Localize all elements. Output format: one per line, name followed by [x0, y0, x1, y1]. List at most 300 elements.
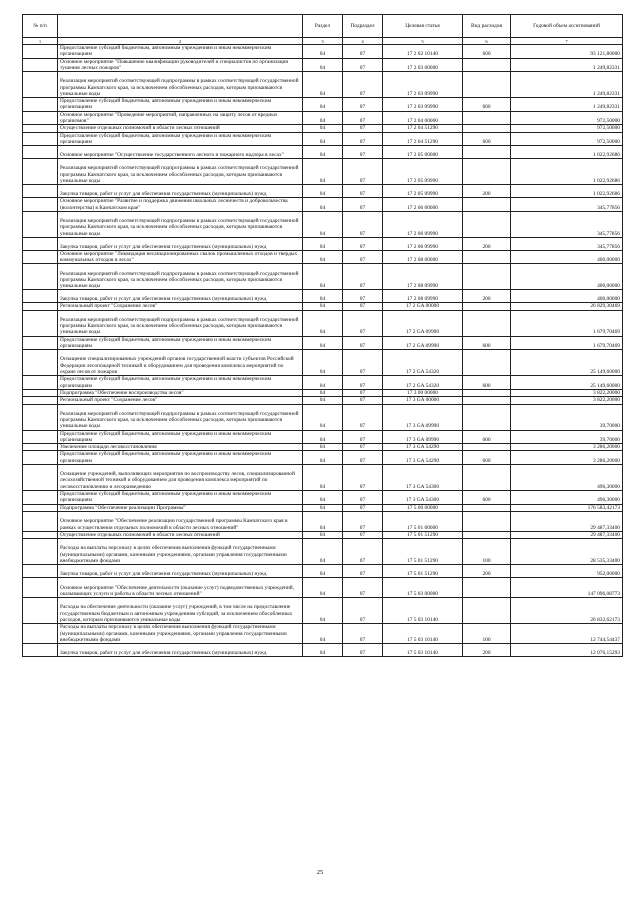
row-name-cell: Подпрограмма "Обеспечение воспроизводства лесов" — [58, 389, 303, 396]
budget-table-sheet — [22, 14, 622, 657]
row-amount-cell: 345,77856 — [511, 198, 623, 212]
row-exptype-cell — [463, 198, 511, 212]
row-index-cell — [23, 198, 58, 212]
table-row — [23, 376, 623, 390]
row-section-cell: 04 — [303, 185, 343, 198]
row-subsection-cell: 07 — [343, 376, 383, 390]
header-num: № п/п — [23, 15, 58, 38]
row-target-cell: 17 3 GA 09990 — [383, 404, 463, 430]
row-subsection-cell: 07 — [343, 504, 383, 511]
row-index-cell — [23, 644, 58, 657]
row-section-cell: 04 — [303, 491, 343, 505]
table-row — [23, 430, 623, 444]
row-index-cell — [23, 45, 58, 59]
row-amount-cell: 39,70000 — [511, 430, 623, 444]
table-row — [23, 444, 623, 451]
row-amount-cell: 3 286,20000 — [511, 444, 623, 451]
row-target-cell: 17 2 06 00000 — [383, 198, 463, 212]
row-section-cell: 04 — [303, 264, 343, 290]
row-amount-cell: 400,00000 — [511, 250, 623, 264]
row-exptype-cell — [463, 397, 511, 404]
row-exptype-cell — [463, 125, 511, 132]
row-amount-cell: 400,00000 — [511, 290, 623, 303]
table-row — [23, 290, 623, 303]
table-row — [23, 531, 623, 538]
table-row — [23, 310, 623, 336]
row-amount-cell: 972,50000 — [511, 125, 623, 132]
row-target-cell: 17 2 05 00000 — [383, 146, 463, 159]
row-section-cell: 04 — [303, 511, 343, 531]
row-index-cell — [23, 264, 58, 290]
row-subsection-cell: 07 — [343, 250, 383, 264]
row-exptype-cell — [463, 146, 511, 159]
row-amount-cell: 29 487,33400 — [511, 511, 623, 531]
row-amount-cell: 176 583,42173 — [511, 504, 623, 511]
row-index-cell — [23, 578, 58, 598]
row-subsection-cell: 07 — [343, 644, 383, 657]
row-name-cell: Предоставление субсидий бюджетным, автономным учреждениям и иным некоммерческим организациям — [58, 336, 303, 350]
row-index-cell — [23, 132, 58, 146]
row-exptype-cell: 600 — [463, 430, 511, 444]
table-row — [23, 389, 623, 396]
row-amount-cell: 1 022,92686 — [511, 185, 623, 198]
table-row — [23, 250, 623, 264]
row-target-cell: 17 2 08 09990 — [383, 290, 463, 303]
row-subsection-cell: 07 — [343, 465, 383, 491]
row-target-cell: 17 5 01 51290 — [383, 565, 463, 578]
row-exptype-cell: 200 — [463, 185, 511, 198]
row-name-cell: Предоставление субсидий бюджетным, автономным учреждениям и иным некоммерческим организациям — [58, 430, 303, 444]
table-row — [23, 125, 623, 132]
row-name-cell: Реализация мероприятий соответствующей подпрограммы в рамках соответствующей государственной программы Камчатского края, за исключением обособленных расходов, которым присваиваются уникальные коды — [58, 159, 303, 185]
row-amount-cell: 147 096,08773 — [511, 578, 623, 598]
header-target: Целевая статья — [383, 15, 463, 38]
row-target-cell: 17 3 GA 54290 — [383, 444, 463, 451]
header-subsection: Подраздел — [343, 15, 383, 38]
row-amount-cell: 496,30000 — [511, 465, 623, 491]
colnum-1: 1 — [23, 38, 58, 45]
table-row — [23, 45, 623, 59]
table-row — [23, 465, 623, 491]
row-index-cell — [23, 465, 58, 491]
row-index-cell — [23, 539, 58, 565]
row-amount-cell: 12 076,15293 — [511, 644, 623, 657]
row-subsection-cell: 07 — [343, 211, 383, 237]
row-name-cell: Основное мероприятие "Ликвидация несанкционированных свалок промышленных отходов и твердых коммунальных отходов в лесах" — [58, 250, 303, 264]
row-section-cell: 04 — [303, 624, 343, 644]
row-exptype-cell — [463, 72, 511, 98]
row-name-cell: Оснащение специализированных учреждений органов государственной власти субъектов Российской Федерации лесопожарной техникой и оборудованием для проведения комплекса мероприятий по охране лесов от пожаров — [58, 350, 303, 376]
row-name-cell: Региональный проект "Сохранение лесов" — [58, 303, 303, 310]
row-section-cell: 04 — [303, 290, 343, 303]
row-exptype-cell: 600 — [463, 376, 511, 390]
colnum-5: 5 — [383, 38, 463, 45]
table-row — [23, 350, 623, 376]
row-amount-cell: 3 286,20000 — [511, 451, 623, 465]
row-subsection-cell: 07 — [343, 451, 383, 465]
row-section-cell: 04 — [303, 430, 343, 444]
row-exptype-cell — [463, 250, 511, 264]
row-amount-cell: 496,30000 — [511, 491, 623, 505]
row-amount-cell: 972,50000 — [511, 111, 623, 125]
colnum-3: 3 — [303, 38, 343, 45]
column-number-row — [23, 38, 623, 45]
row-name-cell: Закупка товаров, работ и услуг для обеспечения государственных (муниципальных) нужд — [58, 644, 303, 657]
row-subsection-cell: 07 — [343, 58, 383, 72]
table-row — [23, 146, 623, 159]
row-subsection-cell: 07 — [343, 389, 383, 396]
row-name-cell: Предоставление субсидий бюджетным, автономным учреждениям и иным некоммерческим организациям — [58, 45, 303, 59]
row-subsection-cell: 07 — [343, 146, 383, 159]
row-section-cell: 04 — [303, 198, 343, 212]
row-exptype-cell — [463, 264, 511, 290]
row-target-cell: 17 2 04 51290 — [383, 125, 463, 132]
row-name-cell: Осуществление отдельных полномочий в области лесных отношений — [58, 125, 303, 132]
row-index-cell — [23, 531, 58, 538]
table-row — [23, 404, 623, 430]
row-subsection-cell: 07 — [343, 159, 383, 185]
row-exptype-cell: 200 — [463, 237, 511, 250]
row-section-cell: 04 — [303, 389, 343, 396]
table-row — [23, 303, 623, 310]
header-row — [23, 15, 623, 38]
row-target-cell: 17 3 00 00000 — [383, 389, 463, 396]
table-row — [23, 511, 623, 531]
row-target-cell: 17 3 GA 54300 — [383, 491, 463, 505]
row-name-cell: Реализация мероприятий соответствующей подпрограммы в рамках соответствующей государственной программы Камчатского края, за исключением обособленных расходов, которым присваиваются уникальные коды — [58, 404, 303, 430]
row-index-cell — [23, 504, 58, 511]
row-index-cell — [23, 58, 58, 72]
row-subsection-cell: 07 — [343, 132, 383, 146]
row-name-cell: Предоставление субсидий бюджетным, автономным учреждениям и иным некоммерческим организациям — [58, 376, 303, 390]
row-exptype-cell — [463, 511, 511, 531]
row-subsection-cell: 07 — [343, 491, 383, 505]
colnum-6: 6 — [463, 38, 511, 45]
row-name-cell: Закупка товаров, работ и услуг для обеспечения государственных (муниципальных) нужд — [58, 290, 303, 303]
row-target-cell: 17 2 GA 09990 — [383, 336, 463, 350]
table-row — [23, 598, 623, 624]
row-subsection-cell: 07 — [343, 624, 383, 644]
row-exptype-cell: 100 — [463, 624, 511, 644]
row-target-cell: 17 2 03 09990 — [383, 72, 463, 98]
row-target-cell: 17 5 01 00000 — [383, 511, 463, 531]
row-amount-cell: 972,50000 — [511, 132, 623, 146]
row-amount-cell: 1 249,82331 — [511, 98, 623, 112]
row-subsection-cell: 07 — [343, 45, 383, 59]
row-subsection-cell: 07 — [343, 336, 383, 350]
row-amount-cell: 26 832,62173 — [511, 598, 623, 624]
row-index-cell — [23, 310, 58, 336]
budget-table — [22, 14, 623, 657]
row-exptype-cell — [463, 404, 511, 430]
row-target-cell: 17 2 06 09990 — [383, 237, 463, 250]
table-row — [23, 397, 623, 404]
row-amount-cell: 1 249,82331 — [511, 58, 623, 72]
row-target-cell: 17 2 05 09990 — [383, 159, 463, 185]
row-section-cell: 04 — [303, 539, 343, 565]
row-index-cell — [23, 211, 58, 237]
header-name — [58, 15, 303, 38]
row-exptype-cell — [463, 598, 511, 624]
row-amount-cell: 26 829,30469 — [511, 303, 623, 310]
row-subsection-cell: 07 — [343, 185, 383, 198]
row-section-cell: 04 — [303, 250, 343, 264]
row-exptype-cell — [463, 159, 511, 185]
row-subsection-cell: 07 — [343, 598, 383, 624]
row-section-cell: 04 — [303, 376, 343, 390]
row-target-cell: 17 2 03 09990 — [383, 98, 463, 112]
row-subsection-cell: 07 — [343, 237, 383, 250]
row-section-cell: 04 — [303, 644, 343, 657]
row-section-cell: 04 — [303, 336, 343, 350]
row-amount-cell: 25 149,60000 — [511, 350, 623, 376]
row-subsection-cell: 07 — [343, 98, 383, 112]
table-row — [23, 451, 623, 465]
row-target-cell: 17 2 03 00000 — [383, 58, 463, 72]
row-amount-cell: 1 679,70469 — [511, 336, 623, 350]
row-target-cell: 17 5 03 00000 — [383, 578, 463, 598]
row-index-cell — [23, 72, 58, 98]
row-subsection-cell: 07 — [343, 350, 383, 376]
table-body — [23, 45, 623, 657]
row-exptype-cell: 200 — [463, 290, 511, 303]
row-name-cell: Реализация мероприятий соответствующей подпрограммы в рамках соответствующей государственной программы Камчатского края, за исключением обособленных расходов, которым присваиваются уникальные коды — [58, 310, 303, 336]
row-name-cell: Оснащение учреждений, выполняющих мероприятия по воспроизводству лесов, специализированной лесохозяйственной техникой и оборудованием для проведения комплекса мероприятий по лесовосстановлению и лесоразведению — [58, 465, 303, 491]
table-row — [23, 98, 623, 112]
table-row — [23, 185, 623, 198]
row-name-cell: Региональный проект "Сохранение лесов" — [58, 397, 303, 404]
row-target-cell: 17 2 08 09990 — [383, 264, 463, 290]
row-target-cell: 17 3 GA 54290 — [383, 451, 463, 465]
row-index-cell — [23, 185, 58, 198]
row-amount-cell: 345,77856 — [511, 237, 623, 250]
row-index-cell — [23, 350, 58, 376]
table-row — [23, 336, 623, 350]
row-name-cell: Расходы на обеспечение деятельности (оказание услуг) учреждений, в том числе на предоставление государственным бюджетным и автономным учреждениям субсидий, за исключением обособленных расходов, которым присваиваются уникальные коды — [58, 598, 303, 624]
table-row — [23, 264, 623, 290]
row-exptype-cell: 600 — [463, 45, 511, 59]
row-section-cell: 04 — [303, 45, 343, 59]
table-row — [23, 565, 623, 578]
row-name-cell: Предоставление субсидий бюджетным, автономным учреждениям и иным некоммерческим организациям — [58, 451, 303, 465]
row-subsection-cell: 07 — [343, 198, 383, 212]
row-name-cell: Предоставление субсидий бюджетным, автономным учреждениям и иным некоммерческим организациям — [58, 132, 303, 146]
row-target-cell: 17 5 03 10140 — [383, 644, 463, 657]
row-index-cell — [23, 146, 58, 159]
row-subsection-cell: 07 — [343, 72, 383, 98]
row-amount-cell: 1 249,82331 — [511, 72, 623, 98]
row-index-cell — [23, 565, 58, 578]
row-amount-cell: 3 822,20000 — [511, 389, 623, 396]
row-name-cell: Основное мероприятие "Развитие и поддержка движения школьных лесничеств и добровольчества (волонтерства) в Камчатском крае" — [58, 198, 303, 212]
row-subsection-cell: 07 — [343, 303, 383, 310]
row-name-cell: Реализация мероприятий соответствующей подпрограммы в рамках соответствующей государственной программы Камчатского края, за исключением обособленных расходов, которым присваиваются уникальные коды — [58, 72, 303, 98]
table-row — [23, 504, 623, 511]
row-index-cell — [23, 111, 58, 125]
row-exptype-cell — [463, 111, 511, 125]
row-subsection-cell: 07 — [343, 539, 383, 565]
row-section-cell: 04 — [303, 146, 343, 159]
row-target-cell: 17 3 GA 09990 — [383, 430, 463, 444]
row-section-cell: 04 — [303, 58, 343, 72]
row-index-cell — [23, 598, 58, 624]
row-index-cell — [23, 624, 58, 644]
row-target-cell: 17 3 GA 00000 — [383, 397, 463, 404]
table-row — [23, 491, 623, 505]
row-name-cell: Предоставление субсидий бюджетным, автономным учреждениям и иным некоммерческим организациям — [58, 491, 303, 505]
table-row — [23, 111, 623, 125]
row-subsection-cell: 07 — [343, 125, 383, 132]
row-index-cell — [23, 376, 58, 390]
row-name-cell: Закупка товаров, работ и услуг для обеспечения государственных (муниципальных) нужд — [58, 185, 303, 198]
row-index-cell — [23, 511, 58, 531]
colnum-7: 7 — [511, 38, 623, 45]
row-exptype-cell: 600 — [463, 132, 511, 146]
row-target-cell: 17 5 00 00000 — [383, 504, 463, 511]
row-index-cell — [23, 389, 58, 396]
row-section-cell: 04 — [303, 303, 343, 310]
row-section-cell: 04 — [303, 451, 343, 465]
row-name-cell: Закупка товаров, работ и услуг для обеспечения государственных (муниципальных) нужд — [58, 237, 303, 250]
row-amount-cell: 28 535,33400 — [511, 539, 623, 565]
row-subsection-cell: 07 — [343, 290, 383, 303]
row-exptype-cell: 200 — [463, 644, 511, 657]
row-index-cell — [23, 303, 58, 310]
row-subsection-cell: 07 — [343, 397, 383, 404]
row-amount-cell: 400,00000 — [511, 264, 623, 290]
table-row — [23, 237, 623, 250]
table-row — [23, 159, 623, 185]
row-index-cell — [23, 444, 58, 451]
colnum-4: 4 — [343, 38, 383, 45]
row-subsection-cell: 07 — [343, 444, 383, 451]
page-number: 25 — [316, 869, 324, 876]
row-target-cell: 17 2 05 09990 — [383, 185, 463, 198]
row-index-cell — [23, 491, 58, 505]
row-target-cell: 17 2 GA 54320 — [383, 350, 463, 376]
row-section-cell: 04 — [303, 125, 343, 132]
row-exptype-cell — [463, 58, 511, 72]
row-exptype-cell: 100 — [463, 539, 511, 565]
row-exptype-cell — [463, 211, 511, 237]
table-row — [23, 211, 623, 237]
row-index-cell — [23, 397, 58, 404]
row-exptype-cell — [463, 465, 511, 491]
row-index-cell — [23, 125, 58, 132]
row-amount-cell: 345,77856 — [511, 211, 623, 237]
row-exptype-cell: 200 — [463, 565, 511, 578]
row-exptype-cell: 600 — [463, 336, 511, 350]
row-name-cell: Реализация мероприятий соответствующей подпрограммы в рамках соответствующей государственной программы Камчатского края, за исключением обособленных расходов, которым присваиваются уникальные коды — [58, 211, 303, 237]
row-name-cell: Подпрограмма "Обеспечение реализации Программы" — [58, 504, 303, 511]
row-section-cell: 04 — [303, 350, 343, 376]
row-target-cell: 17 2 04 51290 — [383, 132, 463, 146]
row-exptype-cell — [463, 531, 511, 538]
row-name-cell: Расходы на выплаты персоналу в целях обеспечения выполнения функций государственными (муниципальными) органами, казенными учреждениями, органами управления государственными внебюджетными фондами — [58, 539, 303, 565]
row-section-cell: 04 — [303, 531, 343, 538]
row-index-cell — [23, 159, 58, 185]
table-row — [23, 644, 623, 657]
row-target-cell: 17 2 04 00000 — [383, 111, 463, 125]
table-row — [23, 624, 623, 644]
row-target-cell: 17 2 GA 54320 — [383, 376, 463, 390]
row-target-cell: 17 2 GA 09990 — [383, 310, 463, 336]
row-name-cell: Основное мероприятие "Проведение мероприятий, направленных на защиту лесов от вредных организмов" — [58, 111, 303, 125]
row-section-cell: 04 — [303, 310, 343, 336]
row-exptype-cell — [463, 389, 511, 396]
row-subsection-cell: 07 — [343, 404, 383, 430]
row-target-cell: 17 5 03 10140 — [383, 598, 463, 624]
row-target-cell: 17 5 03 10140 — [383, 624, 463, 644]
row-section-cell: 04 — [303, 72, 343, 98]
row-target-cell: 17 3 GA 54300 — [383, 465, 463, 491]
row-exptype-cell — [463, 310, 511, 336]
row-section-cell: 04 — [303, 504, 343, 511]
row-index-cell — [23, 404, 58, 430]
row-target-cell: 17 2 GA 00000 — [383, 303, 463, 310]
row-name-cell: Увеличение площади лесовосстановления — [58, 444, 303, 451]
row-amount-cell: 93 121,80000 — [511, 45, 623, 59]
header-amount: Годовой объем ассигнований — [511, 15, 623, 38]
row-name-cell: Основное мероприятие "Повышение квалификации руководителей и специалистов по организации тушения лесных пожаров" — [58, 58, 303, 72]
row-section-cell: 04 — [303, 397, 343, 404]
row-exptype-cell — [463, 303, 511, 310]
row-name-cell: Основное мероприятие "Обеспечение реализации государственной программы Камчатского края в рамках осуществления отдельных полномочий в области лесных отношений" — [58, 511, 303, 531]
table-row — [23, 72, 623, 98]
row-exptype-cell: 600 — [463, 491, 511, 505]
table-row — [23, 58, 623, 72]
row-section-cell: 04 — [303, 211, 343, 237]
row-section-cell: 04 — [303, 598, 343, 624]
row-amount-cell: 25 149,60000 — [511, 376, 623, 390]
row-index-cell — [23, 98, 58, 112]
row-subsection-cell: 07 — [343, 264, 383, 290]
row-index-cell — [23, 336, 58, 350]
header-exptype: Вид расходов — [463, 15, 511, 38]
row-section-cell: 04 — [303, 159, 343, 185]
row-name-cell: Расходы на выплаты персоналу в целях обеспечения выполнения функций государственными (муниципальными) органами, казенными учреждениями, органами управления государственными внебюджетными фондами — [58, 624, 303, 644]
row-subsection-cell: 07 — [343, 111, 383, 125]
row-exptype-cell — [463, 578, 511, 598]
table-row — [23, 198, 623, 212]
row-amount-cell: 952,00000 — [511, 565, 623, 578]
row-section-cell: 04 — [303, 98, 343, 112]
row-section-cell: 04 — [303, 444, 343, 451]
row-target-cell: 17 2 08 00000 — [383, 250, 463, 264]
row-section-cell: 04 — [303, 237, 343, 250]
row-exptype-cell — [463, 504, 511, 511]
row-exptype-cell — [463, 444, 511, 451]
header-section: Раздел — [303, 15, 343, 38]
row-name-cell: Основное мероприятие "Осуществление государственного лесного и пожарного надзора в лесах" — [58, 146, 303, 159]
row-section-cell: 04 — [303, 565, 343, 578]
row-amount-cell: 39,70000 — [511, 404, 623, 430]
row-target-cell: 17 5 01 51290 — [383, 531, 463, 538]
row-name-cell: Осуществление отдельных полномочий в области лесных отношений — [58, 531, 303, 538]
row-index-cell — [23, 430, 58, 444]
row-amount-cell: 1 022,92686 — [511, 159, 623, 185]
row-amount-cell: 3 822,20000 — [511, 397, 623, 404]
table-row — [23, 132, 623, 146]
row-subsection-cell: 07 — [343, 430, 383, 444]
row-section-cell: 04 — [303, 132, 343, 146]
row-amount-cell: 29 487,33400 — [511, 531, 623, 538]
row-section-cell: 04 — [303, 111, 343, 125]
row-section-cell: 04 — [303, 404, 343, 430]
row-name-cell: Закупка товаров, работ и услуг для обеспечения государственных (муниципальных) нужд — [58, 565, 303, 578]
row-index-cell — [23, 451, 58, 465]
row-subsection-cell: 07 — [343, 565, 383, 578]
